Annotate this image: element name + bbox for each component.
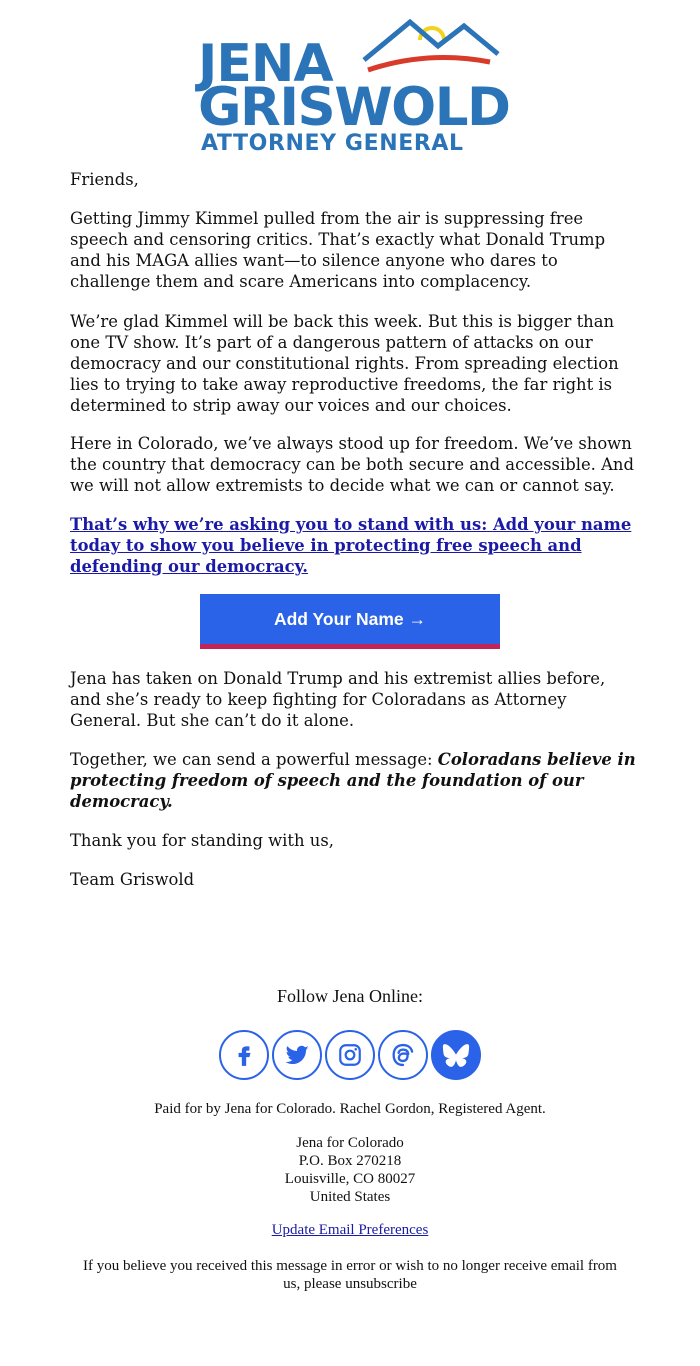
- paragraph-2: We’re glad Kimmel will be back this week. But this is bigger than one TV show. It’s part of a dangerous pattern of attacks on our democracy and our constitutional rights. From spreading election lies to trying to take away reproductive freedoms, the far right is determined to strip away our voices and our choices.: [70, 312, 619, 415]
- paragraph-1: Getting Jimmy Kimmel pulled from the air is suppressing free speech and censoring critics. That’s exactly what Donald Trump and his MAGA allies want—to silence anyone who dares to challenge them and scare Americans into complacency.: [70, 209, 606, 291]
- signoff: Thank you for standing with us,: [70, 831, 334, 850]
- mailing-address: [0, 1134, 700, 1206]
- cta-paragraph: [70, 514, 636, 577]
- logo-subtitle: ATTORNEY GENERAL: [201, 131, 464, 156]
- paid-for-disclaimer: Paid for by Jena for Colorado. Rachel Gordon, Registered Agent.: [154, 1101, 546, 1117]
- facebook-icon[interactable]: [219, 1030, 269, 1080]
- unsubscribe-text[interactable]: If you believe you received this message in error or wish to no longer receive email from us, please unsubscribe: [83, 1258, 617, 1292]
- social-icons: [219, 1030, 481, 1080]
- follow-label: Follow Jena Online:: [277, 986, 423, 1006]
- add-your-name-button[interactable]: Add Your Name →: [200, 594, 500, 649]
- threads-icon[interactable]: [378, 1030, 428, 1080]
- address-line-2: P.O. Box 270218: [298, 1153, 402, 1169]
- bluesky-icon[interactable]: [431, 1030, 481, 1080]
- address-line-4: United States: [309, 1189, 391, 1205]
- paragraph-5: [70, 749, 636, 812]
- greeting: Friends,: [70, 170, 139, 189]
- address-line-3: Louisville, CO 80027: [284, 1171, 416, 1187]
- instagram-icon[interactable]: [325, 1030, 375, 1080]
- paragraph-5-emphasis: Coloradans believe in protecting freedom of speech and the foundation of our democracy.: [70, 750, 636, 811]
- twitter-icon[interactable]: [272, 1030, 322, 1080]
- update-preferences-link[interactable]: Update Email Preferences: [271, 1222, 429, 1238]
- address-line-1: Jena for Colorado: [296, 1135, 404, 1151]
- paragraph-3: Here in Colorado, we’ve always stood up for freedom. We’ve shown the country that democracy can be both secure and accessible. And we will not allow extremists to decide what we can or cannot say.: [70, 434, 634, 495]
- paragraph-4: Jena has taken on Donald Trump and his extremist allies before, and she’s ready to keep fighting for Coloradans as Attorney General. But she can’t do it alone.: [70, 669, 606, 730]
- logo-last-name: GRISWOLD: [198, 77, 510, 138]
- cta-link[interactable]: That’s why we’re asking you to stand with us: Add your name today to show you believe in protecting free speech and defending our democracy.: [70, 515, 632, 576]
- paragraph-5-intro: Together, we can send a powerful message:: [70, 750, 438, 769]
- campaign-logo: [198, 14, 510, 156]
- signature: Team Griswold: [70, 870, 195, 889]
- logo-first-name: JENA: [198, 34, 333, 94]
